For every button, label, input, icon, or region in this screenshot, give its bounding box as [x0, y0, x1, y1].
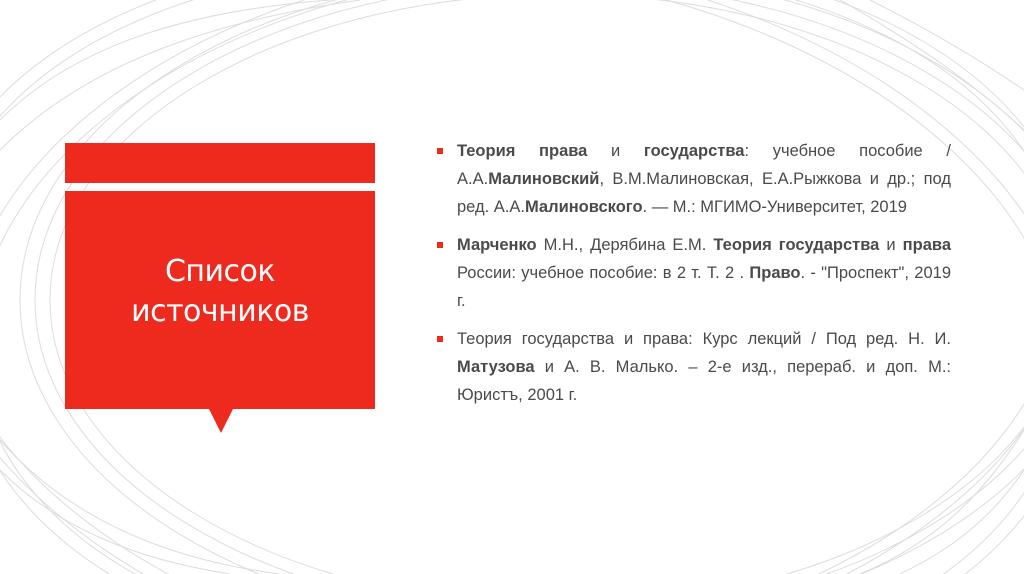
- reference-emphasis: Теория права: [457, 142, 588, 160]
- reference-emphasis: Марченко: [457, 236, 537, 254]
- reference-emphasis: государства: [643, 142, 745, 160]
- reference-text: М.Н., Дерябина Е.М.: [536, 236, 714, 254]
- slide-title-line-1: Список: [164, 254, 276, 289]
- reference-text: России: учебное пособие: в 2 т. Т. 2 .: [457, 264, 750, 282]
- reference-emphasis: Малиновского: [524, 198, 643, 216]
- reference-item: [437, 325, 951, 409]
- reference-item: [437, 137, 951, 221]
- reference-emphasis: права: [902, 236, 951, 254]
- slide-title: [65, 252, 375, 332]
- reference-text: . — М.: МГИМО-Университет, 2019: [642, 198, 907, 216]
- reference-emphasis: Право: [749, 264, 801, 282]
- reference-text: : учебное пособие / А.А.: [457, 142, 951, 188]
- reference-text: . - "Проспект", 2019 г.: [457, 264, 951, 310]
- reference-emphasis: Малиновский: [488, 170, 600, 188]
- reference-emphasis: Матузова: [457, 358, 535, 376]
- reference-text: и: [587, 142, 644, 160]
- title-box-pointer: [209, 409, 233, 433]
- title-accent-strip: [65, 143, 375, 183]
- reference-text: , В.М.Малиновская, Е.А.Рыжкова и др.; под ред. А.А.: [457, 170, 951, 216]
- reference-list: [437, 137, 951, 419]
- reference-item: [437, 231, 951, 315]
- square-bullet-icon: [437, 148, 443, 154]
- slide-title-line-2: источников: [131, 294, 309, 329]
- square-bullet-icon: [437, 242, 443, 248]
- reference-text: и: [879, 236, 903, 254]
- square-bullet-icon: [437, 336, 443, 342]
- reference-text: Теория государства и права: Курс лекций / Под ред. Н. И.: [457, 330, 951, 348]
- reference-emphasis: Теория государства: [713, 236, 880, 254]
- reference-text: и А. В. Малько. – 2-е изд., перераб. и доп. М.: Юристъ, 2001 г.: [457, 358, 951, 404]
